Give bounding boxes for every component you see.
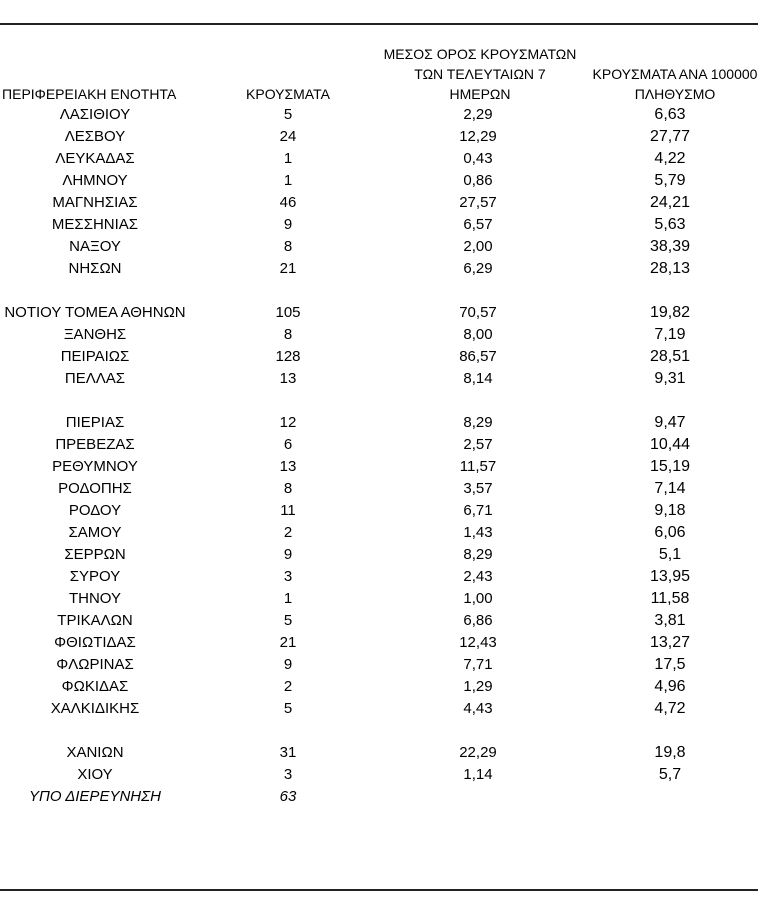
table-row	[0, 302, 758, 324]
header-per-line2: ΠΛΗΘΥΣΜΟ	[634, 86, 716, 102]
seven-day-average-cell: 6,86	[463, 612, 493, 629]
seven-day-average-cell: 2,00	[463, 238, 493, 255]
region-name-cell: ΝΑΞΟΥ	[69, 238, 121, 255]
region-name-cell: ΜΕΣΣΗΝΙΑΣ	[51, 216, 139, 233]
data-table-body	[0, 104, 758, 808]
table-row	[0, 698, 758, 720]
cases-per-100000-cell: 4,72	[654, 700, 686, 717]
cases-per-100000-cell: 27,77	[649, 128, 691, 145]
seven-day-average-cell: 6,29	[463, 260, 493, 277]
seven-day-average-cell: 22,29	[459, 744, 497, 761]
seven-day-average-cell: 8,29	[463, 414, 493, 431]
seven-day-average-cell: 3,57	[463, 480, 493, 497]
table-row	[0, 456, 758, 478]
header-avg-line3: ΗΜΕΡΩΝ	[449, 86, 511, 102]
table-row	[0, 258, 758, 280]
region-name-cell: ΛΕΣΒΟΥ	[64, 128, 126, 145]
region-name-cell: ΞΑΝΘΗΣ	[63, 326, 127, 343]
cases-cell: 105	[275, 304, 301, 321]
table-row	[0, 346, 758, 368]
region-name-cell: ΡΟΔΟΠΗΣ	[58, 480, 132, 497]
cases-cell: 31	[279, 744, 297, 761]
table-row	[0, 654, 758, 676]
table-row	[0, 764, 758, 786]
region-name-cell: ΣΑΜΟΥ	[68, 524, 122, 541]
cases-cell: 11	[280, 502, 296, 519]
seven-day-average-cell: 1,29	[463, 678, 493, 695]
cases-cell: 8	[283, 326, 293, 343]
seven-day-average-cell: 6,71	[463, 502, 493, 519]
seven-day-average-cell: 1,14	[463, 766, 493, 783]
cases-cell: 12	[279, 414, 297, 431]
region-name-cell: ΛΗΜΝΟΥ	[62, 172, 128, 189]
seven-day-average-cell: 27,57	[459, 194, 497, 211]
cases-per-100000-cell: 9,18	[654, 502, 686, 519]
spacer-row	[0, 720, 758, 742]
seven-day-average-cell: 1,43	[463, 524, 493, 541]
cases-cell: 21	[279, 260, 297, 277]
seven-day-average-cell: 11,57	[459, 458, 497, 475]
region-name-cell: ΧΑΝΙΩΝ	[66, 744, 124, 761]
seven-day-average-cell: 8,00	[463, 326, 493, 343]
cases-per-100000-cell: 38,39	[649, 238, 691, 255]
seven-day-average-cell: 2,43	[463, 568, 493, 585]
region-name-cell: ΠΡΕΒΕΖΑΣ	[55, 436, 135, 453]
cases-per-100000-cell: 13,95	[649, 568, 691, 585]
cases-per-100000-cell: 19,8	[654, 744, 686, 761]
cases-cell: 5	[283, 700, 293, 717]
table-row	[0, 192, 758, 214]
table-row	[0, 104, 758, 126]
region-name-cell: ΠΕΙΡΑΙΩΣ	[60, 348, 130, 365]
cases-cell: 9	[283, 546, 293, 563]
header-per-line1: ΚΡΟΥΣΜΑΤΑ ΑΝΑ 100000	[592, 66, 758, 82]
top-rule	[0, 23, 758, 25]
table-row	[0, 412, 758, 434]
cases-cell: 1	[283, 150, 293, 167]
region-name-cell: ΠΕΛΛΑΣ	[64, 370, 126, 387]
cases-per-100000-cell: 7,19	[654, 326, 686, 343]
seven-day-average-cell: 6,57	[463, 216, 493, 233]
bottom-rule	[0, 889, 758, 891]
cases-cell: 8	[283, 238, 293, 255]
cases-cell: 128	[275, 348, 301, 365]
table-row	[0, 478, 758, 500]
region-name-cell: ΝΗΣΩΝ	[68, 260, 122, 277]
table-row	[0, 214, 758, 236]
cases-cell: 5	[283, 106, 293, 123]
cases-per-100000-cell: 15,19	[649, 458, 691, 475]
seven-day-average-cell: 8,14	[463, 370, 493, 387]
table-row	[0, 742, 758, 764]
table-row	[0, 786, 758, 808]
region-name-cell: ΣΕΡΡΩΝ	[64, 546, 126, 563]
table-row	[0, 236, 758, 258]
cases-per-100000-cell: 4,22	[654, 150, 686, 167]
cases-cell: 6	[283, 436, 293, 453]
cases-cell: 3	[283, 568, 293, 585]
region-name-cell: ΤΡΙΚΑΛΩΝ	[57, 612, 133, 629]
table-row	[0, 500, 758, 522]
cases-cell: 21	[279, 634, 297, 651]
table-row	[0, 148, 758, 170]
cases-cell: 5	[283, 612, 293, 629]
cases-cell: 2	[283, 678, 293, 695]
table-row	[0, 368, 758, 390]
cases-per-100000-cell: 5,1	[658, 546, 682, 563]
cases-per-100000-cell: 9,31	[654, 370, 686, 387]
region-name-cell: ΡΟΔΟΥ	[68, 502, 122, 519]
cases-per-100000-cell: 17,5	[654, 656, 686, 673]
cases-cell: 1	[283, 590, 293, 607]
region-name-cell: ΛΕΥΚΑΔΑΣ	[55, 150, 135, 167]
cases-cell: 2	[283, 524, 293, 541]
cases-per-100000-cell: 3,81	[654, 612, 686, 629]
seven-day-average-cell: 86,57	[459, 348, 497, 365]
cases-cell: 9	[283, 656, 293, 673]
seven-day-average-cell: 2,29	[463, 106, 493, 123]
header-cases-per-100000	[575, 64, 758, 104]
cases-cell: 13	[279, 458, 297, 475]
seven-day-average-cell: 4,43	[463, 700, 493, 717]
cases-per-100000-cell: 24,21	[649, 194, 691, 211]
cases-cell: 46	[279, 194, 297, 211]
region-name-cell: ΦΛΩΡΙΝΑΣ	[56, 656, 134, 673]
table-row	[0, 676, 758, 698]
cases-per-100000-cell: 7,14	[654, 480, 686, 497]
table-row	[0, 588, 758, 610]
cases-cell: 3	[283, 766, 293, 783]
seven-day-average-cell: 0,43	[463, 150, 493, 167]
region-name-cell: ΧΙΟΥ	[77, 766, 113, 783]
header-region: ΠΕΡΙΦΕΡΕΙΑΚΗ ΕΝΟΤΗΤΑ	[2, 86, 177, 102]
header-avg-line1: ΜΕΣΟΣ ΟΡΟΣ ΚΡΟΥΣΜΑΤΩΝ	[383, 46, 577, 62]
region-name-cell: ΜΑΓΝΗΣΙΑΣ	[52, 194, 138, 211]
region-name-cell: ΤΗΝΟΥ	[68, 590, 122, 607]
cases-per-100000-cell: 5,79	[654, 172, 686, 189]
table-row	[0, 522, 758, 544]
cases-per-100000-cell: 10,44	[649, 436, 691, 453]
region-name-cell: ΠΙΕΡΙΑΣ	[65, 414, 125, 431]
region-name-cell: ΥΠΟ ΔΙΕΡΕΥΝΗΣΗ	[29, 788, 161, 805]
region-name-cell: ΦΩΚΙΔΑΣ	[61, 678, 129, 695]
cases-per-100000-cell: 9,47	[654, 414, 686, 431]
table-row	[0, 434, 758, 456]
cases-cell: 9	[283, 216, 293, 233]
region-name-cell: ΝΟΤΙΟΥ ΤΟΜΕΑ ΑΘΗΝΩΝ	[4, 304, 186, 321]
seven-day-average-cell: 1,00	[463, 590, 493, 607]
table-row	[0, 170, 758, 192]
region-name-cell: ΦΘΙΩΤΙΔΑΣ	[54, 634, 136, 651]
table-row	[0, 544, 758, 566]
seven-day-average-cell: 12,43	[459, 634, 497, 651]
cases-per-100000-cell: 28,13	[649, 260, 691, 277]
cases-cell: 13	[279, 370, 297, 387]
table-row	[0, 632, 758, 654]
cases-per-100000-cell: 4,96	[654, 678, 686, 695]
cases-cell: 1	[283, 172, 293, 189]
cases-per-100000-cell: 5,63	[654, 216, 686, 233]
cases-per-100000-cell: 13,27	[649, 634, 691, 651]
cases-per-100000-cell: 28,51	[649, 348, 691, 365]
table-row	[0, 566, 758, 588]
region-name-cell: ΣΥΡΟΥ	[69, 568, 121, 585]
cases-per-100000-cell: 6,63	[654, 106, 686, 123]
header-avg-line2: ΤΩΝ ΤΕΛΕΥΤΑΙΩΝ 7	[414, 66, 546, 82]
cases-per-100000-cell: 6,06	[654, 524, 686, 541]
header-7day-average	[360, 44, 600, 104]
seven-day-average-cell: 70,57	[459, 304, 497, 321]
cases-per-100000-cell: 5,7	[658, 766, 682, 783]
seven-day-average-cell: 12,29	[459, 128, 497, 145]
seven-day-average-cell: 7,71	[463, 656, 493, 673]
cases-per-100000-cell: 19,82	[649, 304, 691, 321]
region-name-cell: ΡΕΘΥΜΝΟΥ	[52, 458, 138, 475]
cases-per-100000-cell: 11,58	[650, 590, 690, 607]
seven-day-average-cell: 2,57	[463, 436, 493, 453]
cases-cell: 24	[279, 128, 297, 145]
header-cases: ΚΡΟΥΣΜΑΤΑ	[246, 86, 330, 102]
spacer-row	[0, 280, 758, 302]
table-row	[0, 126, 758, 148]
spacer-row	[0, 390, 758, 412]
region-name-cell: ΛΑΣΙΘΙΟΥ	[59, 106, 131, 123]
cases-cell: 8	[283, 480, 293, 497]
region-name-cell: ΧΑΛΚΙΔΙΚΗΣ	[50, 700, 140, 717]
cases-cell: 63	[279, 788, 297, 805]
table-row	[0, 324, 758, 346]
seven-day-average-cell: 8,29	[463, 546, 493, 563]
seven-day-average-cell: 0,86	[463, 172, 493, 189]
table-row	[0, 610, 758, 632]
